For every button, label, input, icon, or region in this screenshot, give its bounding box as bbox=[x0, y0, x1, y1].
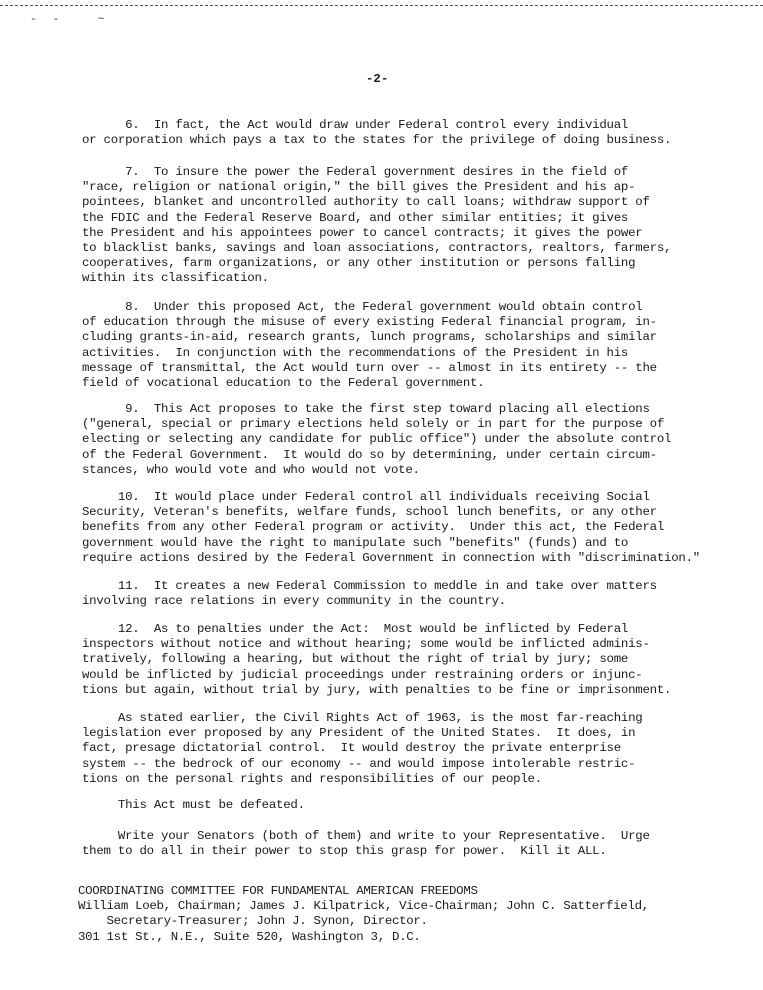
text-line: electing or selecting any candidate for public office") under the absolute control bbox=[82, 432, 672, 447]
text-line: the President and his appointees power to cancel contracts; it gives the power bbox=[82, 225, 643, 240]
paragraph-defeat bbox=[82, 798, 694, 813]
text-line: cooperatives, farm organizations, or any other institution or persons falling bbox=[82, 256, 636, 271]
paragraph-7 bbox=[82, 165, 694, 287]
text-line: system -- the bedrock of our economy -- and would impose intolerable restric- bbox=[82, 756, 636, 771]
text-line: benefits from any other Federal program or activity. Under this act, the Federal bbox=[82, 520, 665, 535]
text-line: 10. It would place under Federal control all individuals receiving Social bbox=[82, 490, 650, 504]
text-line: 12. As to penalties under the Act: Most would be inflicted by Federal bbox=[82, 622, 629, 636]
text-line: involving race relations in every community in the country. bbox=[82, 594, 506, 609]
text-line: message of transmittal, the Act would turn over -- almost in its entirety -- the bbox=[82, 360, 657, 375]
text-line: of education through the misuse of every existing Federal financial program, in- bbox=[82, 315, 657, 330]
text-line: field of vocational education to the Federal government. bbox=[82, 376, 485, 391]
text-line: stances, who would vote and who would not vote. bbox=[82, 462, 420, 477]
paragraph-10 bbox=[82, 490, 700, 566]
paragraph-9 bbox=[82, 402, 694, 478]
paragraph-11 bbox=[82, 579, 694, 609]
text-line: Security, Veteran's benefits, welfare funds, school lunch benefits, or any other bbox=[82, 505, 657, 520]
text-line: to blacklist banks, savings and loan associations, contractors, realtors, farmers, bbox=[82, 241, 672, 256]
page-number: -2- bbox=[366, 72, 389, 86]
text-line: would be inflicted by judicial proceedings under restraining orders or injunc- bbox=[82, 667, 643, 682]
text-line: tions but again, without trial by jury, with penalties to be fine or imprisonment. bbox=[82, 682, 672, 697]
footer-line: Secretary-Treasurer; John J. Synon, Director. bbox=[78, 914, 428, 929]
paragraph-12 bbox=[82, 622, 694, 698]
text-line: "race, religion or national origin," the bill gives the President and his ap- bbox=[82, 180, 636, 195]
text-line: or corporation which pays a tax to the states for the privilege of doing business. bbox=[82, 133, 672, 148]
text-line: of the Federal Government. It would do so by determining, under certain circum- bbox=[82, 447, 657, 462]
text-line: As stated earlier, the Civil Rights Act of 1963, is the most far-reaching bbox=[82, 711, 643, 725]
text-line: tions on the personal rights and responsibilities of our people. bbox=[82, 771, 542, 786]
text-line: 6. In fact, the Act would draw under Federal control every individual bbox=[82, 118, 629, 132]
text-line: 7. To insure the power the Federal government desires in the field of bbox=[82, 165, 629, 179]
page-top-edge bbox=[0, 5, 763, 6]
footer-line: COORDINATING COMMITTEE FOR FUNDAMENTAL AMERICAN FREEDOMS bbox=[78, 884, 478, 898]
text-line: inspectors without notice and without hearing; some would be inflicted adminis- bbox=[82, 637, 650, 652]
text-line: ("general, special or primary elections held solely or in part for the purpose of bbox=[82, 417, 665, 432]
text-line: them to do all in their power to stop this grasp for power. Kill it ALL. bbox=[82, 844, 607, 859]
text-line: the FDIC and the Federal Reserve Board, and other similar entities; it gives bbox=[82, 210, 629, 225]
paragraph-closing bbox=[82, 711, 694, 787]
corner-marks: -- ~ bbox=[30, 14, 121, 26]
text-line: within its classification. bbox=[82, 271, 269, 286]
paragraph-6 bbox=[82, 118, 694, 148]
text-line: 11. It creates a new Federal Commission to meddle in and take over matters bbox=[82, 579, 657, 593]
paragraph-call-to-action bbox=[82, 829, 694, 859]
text-line: This Act must be defeated. bbox=[82, 798, 305, 812]
text-line: cluding grants-in-aid, research grants, lunch programs, scholarships and similar bbox=[82, 330, 657, 345]
text-line: 9. This Act proposes to take the first step toward placing all elections bbox=[82, 402, 650, 416]
footer-line: 301 1st St., N.E., Suite 520, Washington 3, D.C. bbox=[78, 929, 421, 944]
text-line: Write your Senators (both of them) and write to your Representative. Urge bbox=[82, 829, 650, 843]
committee-footer bbox=[78, 884, 698, 945]
text-line: government would have the right to manipulate such "benefits" (funds) and to bbox=[82, 535, 629, 550]
text-line: legislation ever proposed by any President of the United States. It does, in bbox=[82, 726, 636, 741]
text-line: 8. Under this proposed Act, the Federal government would obtain control bbox=[82, 300, 643, 314]
text-line: require actions desired by the Federal Government in connection with "discrimination." bbox=[82, 550, 700, 565]
text-line: fact, presage dictatorial control. It would destroy the private enterprise bbox=[82, 741, 621, 756]
text-line: pointees, blanket and uncontrolled authority to call loans; withdraw support of bbox=[82, 195, 650, 210]
footer-line: William Loeb, Chairman; James J. Kilpatrick, Vice-Chairman; John C. Satterfield, bbox=[78, 899, 649, 914]
text-line: activities. In conjunction with the recommendations of the President in his bbox=[82, 345, 629, 360]
text-line: tratively, following a hearing, but without the right of trial by jury; some bbox=[82, 652, 629, 667]
paragraph-8 bbox=[82, 300, 694, 391]
